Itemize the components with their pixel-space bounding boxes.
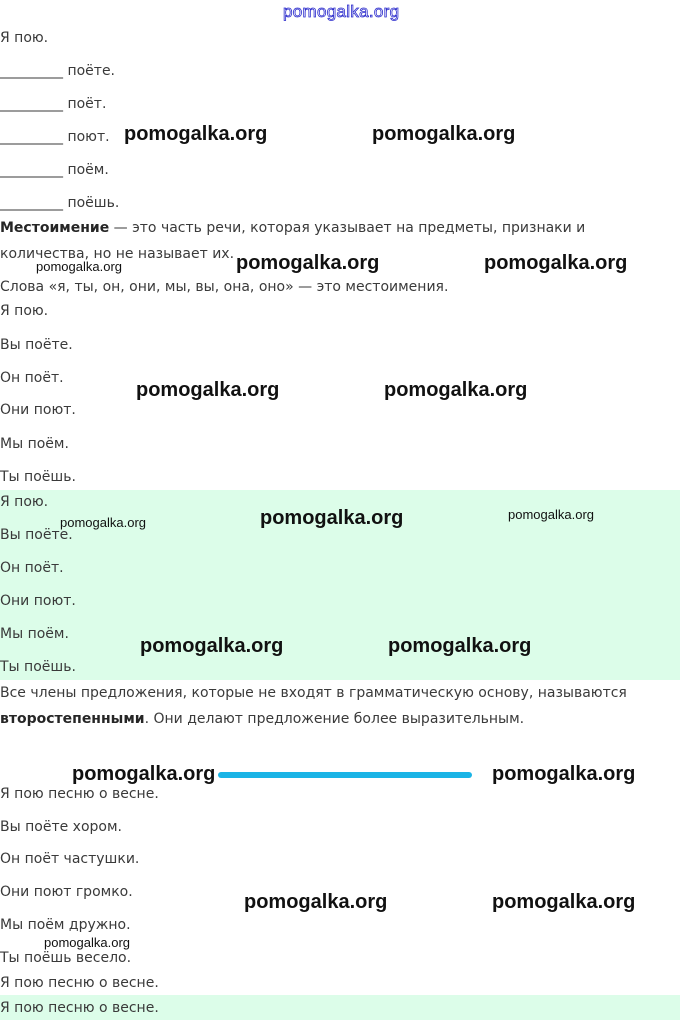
watermark: pomogalka.org: [384, 379, 528, 401]
exercise-line: _________ поёт.: [0, 96, 107, 112]
highlighted-answer-line: Я пою.: [0, 494, 49, 510]
watermark: pomogalka.org: [492, 891, 636, 913]
watermark: pomogalka.org: [484, 252, 628, 274]
header-watermark: pomogalka.org: [283, 2, 400, 21]
extended-line: Мы поём дружно.: [0, 917, 131, 933]
exercise-line: _________ поёшь.: [0, 195, 120, 211]
extended-line: Я пою песню о весне.: [0, 975, 159, 991]
definition-text: — это часть речи, которая указывает на предметы, признаки и количества, но не называет их.: [0, 220, 586, 262]
answer-line: Вы поёте.: [0, 337, 73, 353]
highlighted-answer-line: Мы поём.: [0, 626, 69, 642]
secondary-rule-text-end: . Они делают предложение более выразительным.: [144, 711, 525, 727]
exercise-line: _________ поёте.: [0, 63, 116, 79]
watermark: pomogalka.org: [140, 635, 284, 657]
watermark: pomogalka.org: [260, 507, 404, 529]
watermark: pomogalka.org: [44, 935, 130, 950]
watermark: pomogalka.org: [236, 252, 380, 274]
answer-line: Они поют.: [0, 402, 76, 418]
secondary-rule-text: Все члены предложения, которые не входят в грамматическую основу, называются: [0, 685, 627, 701]
watermark: pomogalka.org: [492, 763, 636, 785]
highlighted-answer-line: Вы поёте.: [0, 527, 73, 543]
watermark: pomogalka.org: [72, 763, 216, 785]
exercise-line: _________ поют.: [0, 129, 110, 145]
highlighted-answer-line: Ты поёшь.: [0, 659, 76, 675]
extended-line: Вы поёте хором.: [0, 819, 122, 835]
accent-bar: [218, 772, 472, 778]
definition-term: Местоимение: [0, 220, 110, 236]
final-highlighted-line: Я пою песню о весне.: [0, 1000, 159, 1016]
watermark: pomogalka.org: [36, 259, 122, 274]
watermark: pomogalka.org: [136, 379, 280, 401]
highlighted-answer-line: Он поёт.: [0, 560, 64, 576]
watermark: pomogalka.org: [372, 123, 516, 145]
answer-line: Ты поёшь.: [0, 469, 76, 485]
answer-line: Я пою.: [0, 303, 49, 319]
pronoun-note: Слова «я, ты, он, они, мы, вы, она, оно» — это местоимения.: [0, 279, 449, 295]
exercise-line: _________ поём.: [0, 162, 109, 178]
secondary-rule-term: второстепенными: [0, 711, 145, 727]
watermark: pomogalka.org: [508, 507, 594, 522]
watermark: pomogalka.org: [60, 515, 146, 530]
watermark: pomogalka.org: [124, 123, 268, 145]
extended-line: Они поют громко.: [0, 884, 133, 900]
highlighted-answer-line: Они поют.: [0, 593, 76, 609]
extended-line: Я пою песню о весне.: [0, 786, 159, 802]
exercise-line: Я пою.: [0, 30, 49, 46]
answer-line: Он поёт.: [0, 370, 64, 386]
watermark: pomogalka.org: [388, 635, 532, 657]
watermark: pomogalka.org: [244, 891, 388, 913]
answer-line: Мы поём.: [0, 436, 69, 452]
extended-line: Ты поёшь весело.: [0, 950, 132, 966]
secondary-rule-paragraph: [0, 680, 660, 732]
extended-line: Он поёт частушки.: [0, 851, 140, 867]
